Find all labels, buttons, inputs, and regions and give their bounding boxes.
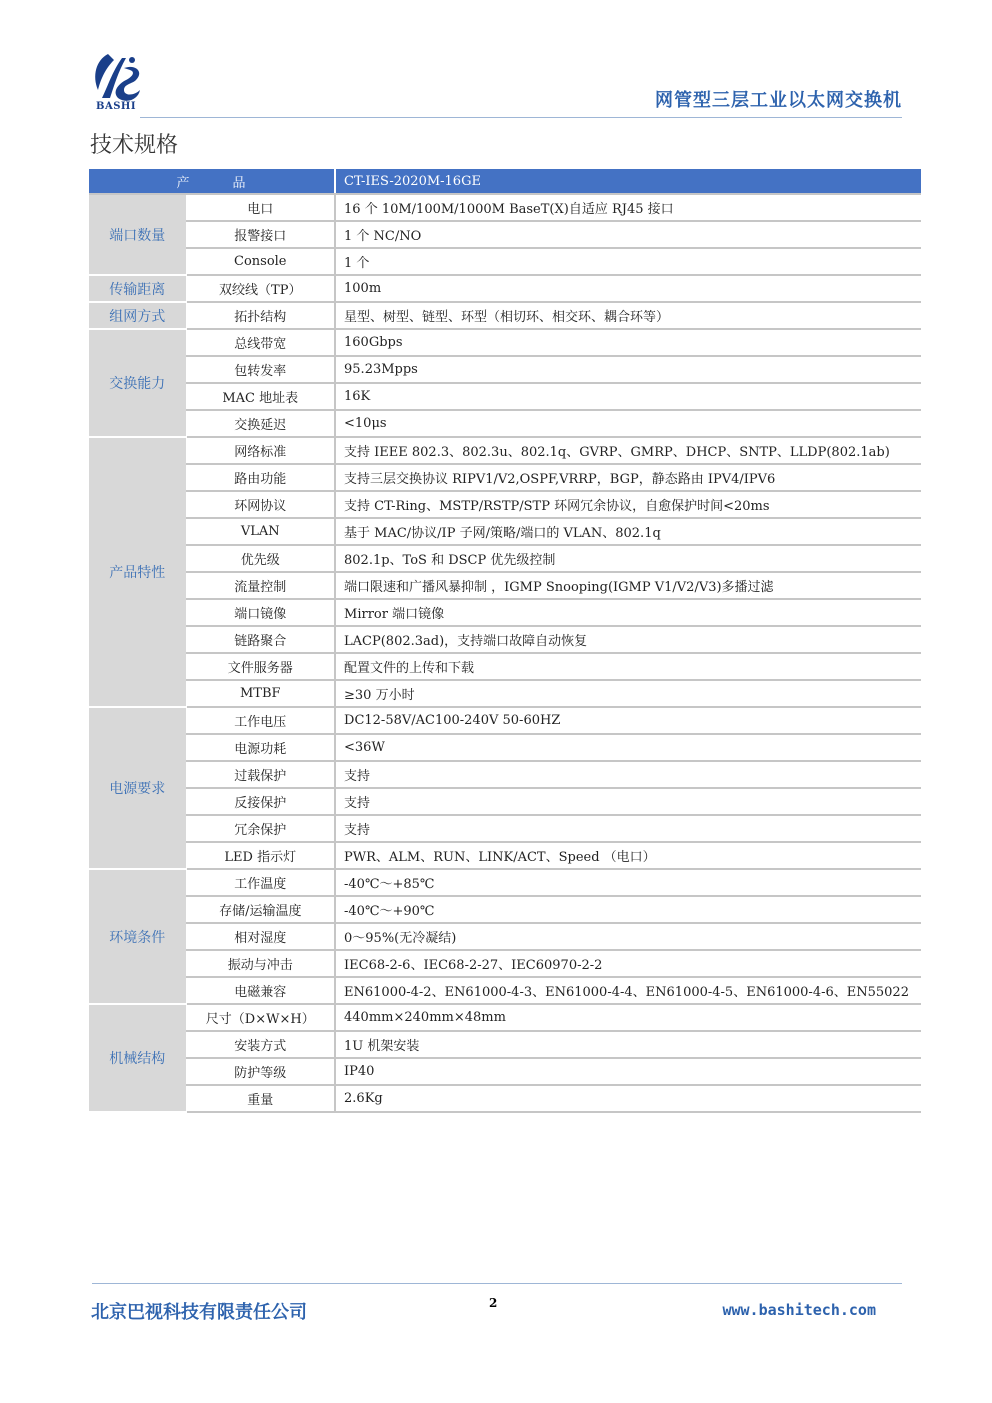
- table-row: [89, 518, 921, 545]
- table-row: [89, 734, 921, 761]
- table-row: [89, 707, 921, 734]
- table-row: [89, 464, 921, 491]
- spec-value: DC12-58V/AC100-240V 50-60HZ: [335, 707, 921, 734]
- spec-value: 支持: [335, 761, 921, 788]
- page-number: 2: [489, 1296, 498, 1310]
- spec-value: PWR、ALM、RUN、LINK/ACT、Speed （电口）: [335, 842, 921, 869]
- spec-value: ≥30 万小时: [335, 680, 921, 707]
- table-header-row: [89, 169, 921, 194]
- table-row: [89, 329, 921, 356]
- table-row: [89, 1004, 921, 1031]
- spec-item: 包转发率: [186, 356, 335, 383]
- table-row: [89, 491, 921, 518]
- spec-value: 2.6Kg: [335, 1085, 921, 1112]
- table-row: [89, 275, 921, 302]
- spec-item: 振动与冲击: [186, 950, 335, 977]
- spec-value: 支持: [335, 788, 921, 815]
- table-row: [89, 194, 921, 221]
- spec-value: IP40: [335, 1058, 921, 1085]
- spec-value: 160Gbps: [335, 329, 921, 356]
- table-row: [89, 788, 921, 815]
- spec-item: 路由功能: [186, 464, 335, 491]
- spec-value: 16K: [335, 383, 921, 410]
- footer-website[interactable]: www.bashitech.com: [722, 1301, 876, 1319]
- spec-value: 支持三层交换协议 RIPV1/V2,OSPF,VRRP，BGP，静态路由 IPV4/IPV6: [335, 464, 921, 491]
- table-row: [89, 977, 921, 1004]
- table-row: [89, 302, 921, 329]
- spec-item: 安装方式: [186, 1031, 335, 1058]
- table-row: [89, 410, 921, 437]
- spec-item: 存储/运输温度: [186, 896, 335, 923]
- spec-item: 重量: [186, 1085, 335, 1112]
- table-row: [89, 761, 921, 788]
- spec-value: 1 个 NC/NO: [335, 221, 921, 248]
- table-row: [89, 248, 921, 275]
- group-label: 端口数量: [89, 194, 186, 275]
- footer-divider: [92, 1283, 902, 1284]
- spec-item: Console: [186, 248, 335, 275]
- table-row: [89, 356, 921, 383]
- spec-item: 交换延迟: [186, 410, 335, 437]
- table-row: [89, 1085, 921, 1112]
- spec-item: 文件服务器: [186, 653, 335, 680]
- document-title: 网管型三层工业以太网交换机: [655, 90, 902, 111]
- spec-item: 冗余保护: [186, 815, 335, 842]
- group-label: 组网方式: [89, 302, 186, 329]
- spec-item: 双绞线（TP）: [186, 275, 335, 302]
- spec-item: 环网协议: [186, 491, 335, 518]
- spec-value: 支持 CT-Ring、MSTP/RSTP/STP 环网冗余协议，自愈保护时间<20ms: [335, 491, 921, 518]
- spec-item: 总线带宽: [186, 329, 335, 356]
- group-label: 产品特性: [89, 437, 186, 707]
- footer-company: 北京巴视科技有限责任公司: [91, 1302, 307, 1323]
- spec-table: [89, 169, 921, 1113]
- spec-value: 100m: [335, 275, 921, 302]
- spec-value: 配置文件的上传和下载: [335, 653, 921, 680]
- spec-item: MTBF: [186, 680, 335, 707]
- spec-value: 端口限速和广播风暴抑制 ，IGMP Snooping(IGMP V1/V2/V3)多播过滤: [335, 572, 921, 599]
- spec-item: 报警接口: [186, 221, 335, 248]
- spec-value: 1 个: [335, 248, 921, 275]
- spec-value: Mirror 端口镜像: [335, 599, 921, 626]
- spec-item: 链路聚合: [186, 626, 335, 653]
- spec-value: 0～95%(无冷凝结): [335, 923, 921, 950]
- table-row: [89, 815, 921, 842]
- table-row: [89, 626, 921, 653]
- spec-value: 基于 MAC/协议/IP 子网/策略/端口的 VLAN、802.1q: [335, 518, 921, 545]
- spec-value: 星型、树型、链型、环型（相切环、相交环、耦合环等）: [335, 302, 921, 329]
- spec-value: 支持 IEEE 802.3、802.3u、802.1q、GVRP、GMRP、DHCP、SNTP、LLDP(802.1ab): [335, 437, 921, 464]
- spec-item: 电口: [186, 194, 335, 221]
- spec-value: <36W: [335, 734, 921, 761]
- header-divider: [140, 117, 902, 118]
- spec-item: 尺寸（D×W×H）: [186, 1004, 335, 1031]
- spec-item: 拓扑结构: [186, 302, 335, 329]
- spec-value: LACP(802.3ad)，支持端口故障自动恢复: [335, 626, 921, 653]
- group-label: 电源要求: [89, 707, 186, 869]
- table-row: [89, 221, 921, 248]
- table-row: [89, 869, 921, 896]
- spec-item: 电源功耗: [186, 734, 335, 761]
- table-row: [89, 437, 921, 464]
- spec-item: 流量控制: [186, 572, 335, 599]
- group-label: 交换能力: [89, 329, 186, 437]
- spec-item: 反接保护: [186, 788, 335, 815]
- group-label: 机械结构: [89, 1004, 186, 1112]
- spec-item: MAC 地址表: [186, 383, 335, 410]
- spec-item: 过载保护: [186, 761, 335, 788]
- spec-item: 工作温度: [186, 869, 335, 896]
- spec-item: 工作电压: [186, 707, 335, 734]
- group-label: 环境条件: [89, 869, 186, 1004]
- table-row: [89, 545, 921, 572]
- logo-wordmark: BASHI: [96, 101, 137, 112]
- product-header-label: 产 品: [89, 169, 335, 194]
- section-title: 技术规格: [90, 133, 179, 158]
- spec-item: 电磁兼容: [186, 977, 335, 1004]
- spec-item: 防护等级: [186, 1058, 335, 1085]
- spec-value: -40℃～+85℃: [335, 869, 921, 896]
- spec-value: -40℃～+90℃: [335, 896, 921, 923]
- spec-item: 优先级: [186, 545, 335, 572]
- spec-value: <10μs: [335, 410, 921, 437]
- table-row: [89, 599, 921, 626]
- spec-value: 16 个 10M/100M/1000M BaseT(X)自适应 RJ45 接口: [335, 194, 921, 221]
- spec-item: LED 指示灯: [186, 842, 335, 869]
- spec-value: 440mm×240mm×48mm: [335, 1004, 921, 1031]
- spec-item: 端口镜像: [186, 599, 335, 626]
- table-row: [89, 680, 921, 707]
- table-row: [89, 842, 921, 869]
- table-row: [89, 1031, 921, 1058]
- table-row: [89, 1058, 921, 1085]
- table-row: [89, 923, 921, 950]
- table-row: [89, 653, 921, 680]
- table-row: [89, 572, 921, 599]
- table-row: [89, 896, 921, 923]
- spec-item: 相对湿度: [186, 923, 335, 950]
- group-label: 传输距离: [89, 275, 186, 302]
- spec-value: 支持: [335, 815, 921, 842]
- spec-value: 95.23Mpps: [335, 356, 921, 383]
- spec-item: VLAN: [186, 518, 335, 545]
- spec-value: IEC68-2-6、IEC68-2-27、IEC60970-2-2: [335, 950, 921, 977]
- table-row: [89, 950, 921, 977]
- spec-value: 802.1p、ToS 和 DSCP 优先级控制: [335, 545, 921, 572]
- spec-item: 网络标准: [186, 437, 335, 464]
- product-model: CT-IES-2020M-16GE: [335, 169, 921, 194]
- spec-value: EN61000-4-2、EN61000-4-3、EN61000-4-4、EN61000-4-5、EN61000-4-6、EN55022: [335, 977, 921, 1004]
- table-row: [89, 383, 921, 410]
- spec-value: 1U 机架安装: [335, 1031, 921, 1058]
